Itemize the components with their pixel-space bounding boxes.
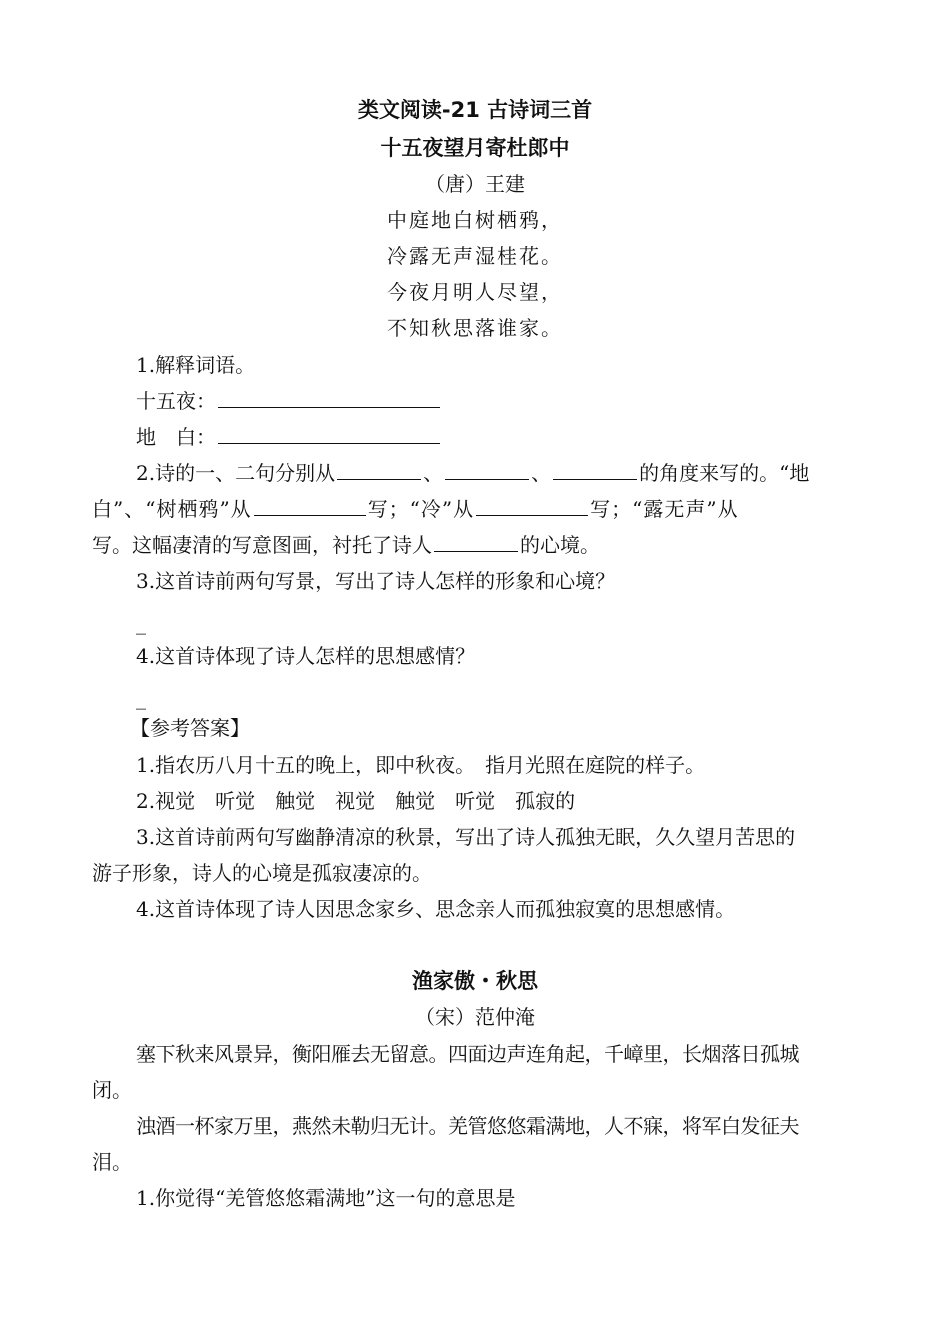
answer-1: 1.指农历八月十五的晚上，即中秋夜。 指月光照在庭院的样子。 — [136, 753, 706, 777]
question-2-line-1 — [136, 459, 809, 487]
question-3-answer-mark[interactable]: _ — [136, 611, 146, 635]
question-1a-label: 十五夜： — [136, 389, 216, 413]
question-2-line-2 — [92, 495, 739, 523]
answer-blank[interactable] — [218, 387, 440, 408]
question-1b — [136, 423, 442, 451]
question-1b-label: 地 白： — [136, 425, 216, 449]
answer-blank[interactable] — [553, 459, 637, 480]
answers-header: 【参考答案】 — [130, 716, 250, 740]
text-span: 白”、“树栖鸦”从 — [92, 497, 252, 521]
text-span: 、 — [531, 461, 552, 485]
poem1-line-3: 今夜月明人尽望， — [387, 280, 563, 304]
poem2-stanza-1-line-2: 闭。 — [92, 1078, 132, 1102]
answer-3-line-2: 游子形象，诗人的心境是孤寂凄凉的。 — [92, 861, 432, 885]
poem2-question-1: 1.你觉得“羌管悠悠霜满地”这一句的意思是 — [136, 1186, 516, 1210]
question-2-line-3 — [92, 531, 600, 559]
answer-blank[interactable] — [254, 495, 366, 516]
poem2-title: 渔家傲・秋思 — [412, 969, 538, 993]
answer-blank[interactable] — [337, 459, 421, 480]
answer-4: 4.这首诗体现了诗人因思念家乡、思念亲人而孤独寂寞的思想感情。 — [136, 897, 736, 921]
answer-blank[interactable] — [434, 531, 518, 552]
answer-2: 2.视觉 听觉 触觉 视觉 触觉 听觉 孤寂的 — [136, 789, 576, 813]
question-3: 3.这首诗前两句写景，写出了诗人怎样的形象和心境？ — [136, 569, 616, 593]
text-span: 的心境。 — [520, 533, 600, 557]
text-span: 写；“冷”从 — [367, 497, 475, 521]
answer-blank[interactable] — [218, 423, 440, 444]
page-heading: 类文阅读-21 古诗词三首 — [357, 98, 593, 122]
question-4: 4.这首诗体现了诗人怎样的思想感情？ — [136, 644, 476, 668]
poem1-line-2: 冷露无声湿桂花。 — [387, 244, 563, 268]
poem2-stanza-2-line-2: 泪。 — [92, 1150, 132, 1174]
answer-blank[interactable] — [476, 495, 588, 516]
text-span: 写。这幅凄清的写意图画，衬托了诗人 — [92, 533, 432, 557]
answer-3-line-1: 3.这首诗前两句写幽静清凉的秋景，写出了诗人孤独无眠，久久望月苦思的 — [136, 825, 796, 849]
text-span: 的角度来写的。“地 — [639, 461, 810, 485]
poem2-stanza-2-line-1: 浊酒一杯家万里，燕然未勒归无计。羌管悠悠霜满地，人不寐，将军白发征夫 — [136, 1114, 799, 1138]
poem1-line-4: 不知秋思落谁家。 — [387, 316, 563, 340]
text-span: 写；“露无声”从 — [590, 497, 739, 521]
question-1a — [136, 387, 442, 415]
poem2-stanza-1-line-1: 塞下秋来风景异，衡阳雁去无留意。四面边声连角起，千嶂里，长烟落日孤城 — [136, 1042, 799, 1066]
answer-blank[interactable] — [445, 459, 529, 480]
question-4-answer-mark[interactable]: _ — [136, 686, 146, 710]
poem2-author: （宋）范仲淹 — [415, 1005, 535, 1029]
poem1-title: 十五夜望月寄杜郎中 — [380, 136, 570, 160]
poem1-author: （唐）王建 — [425, 172, 525, 196]
poem1-line-1: 中庭地白树栖鸦， — [387, 208, 563, 232]
text-span: 2.诗的一、二句分别从 — [136, 461, 336, 485]
question-1: 1.解释词语。 — [136, 353, 256, 377]
text-span: 、 — [423, 461, 444, 485]
